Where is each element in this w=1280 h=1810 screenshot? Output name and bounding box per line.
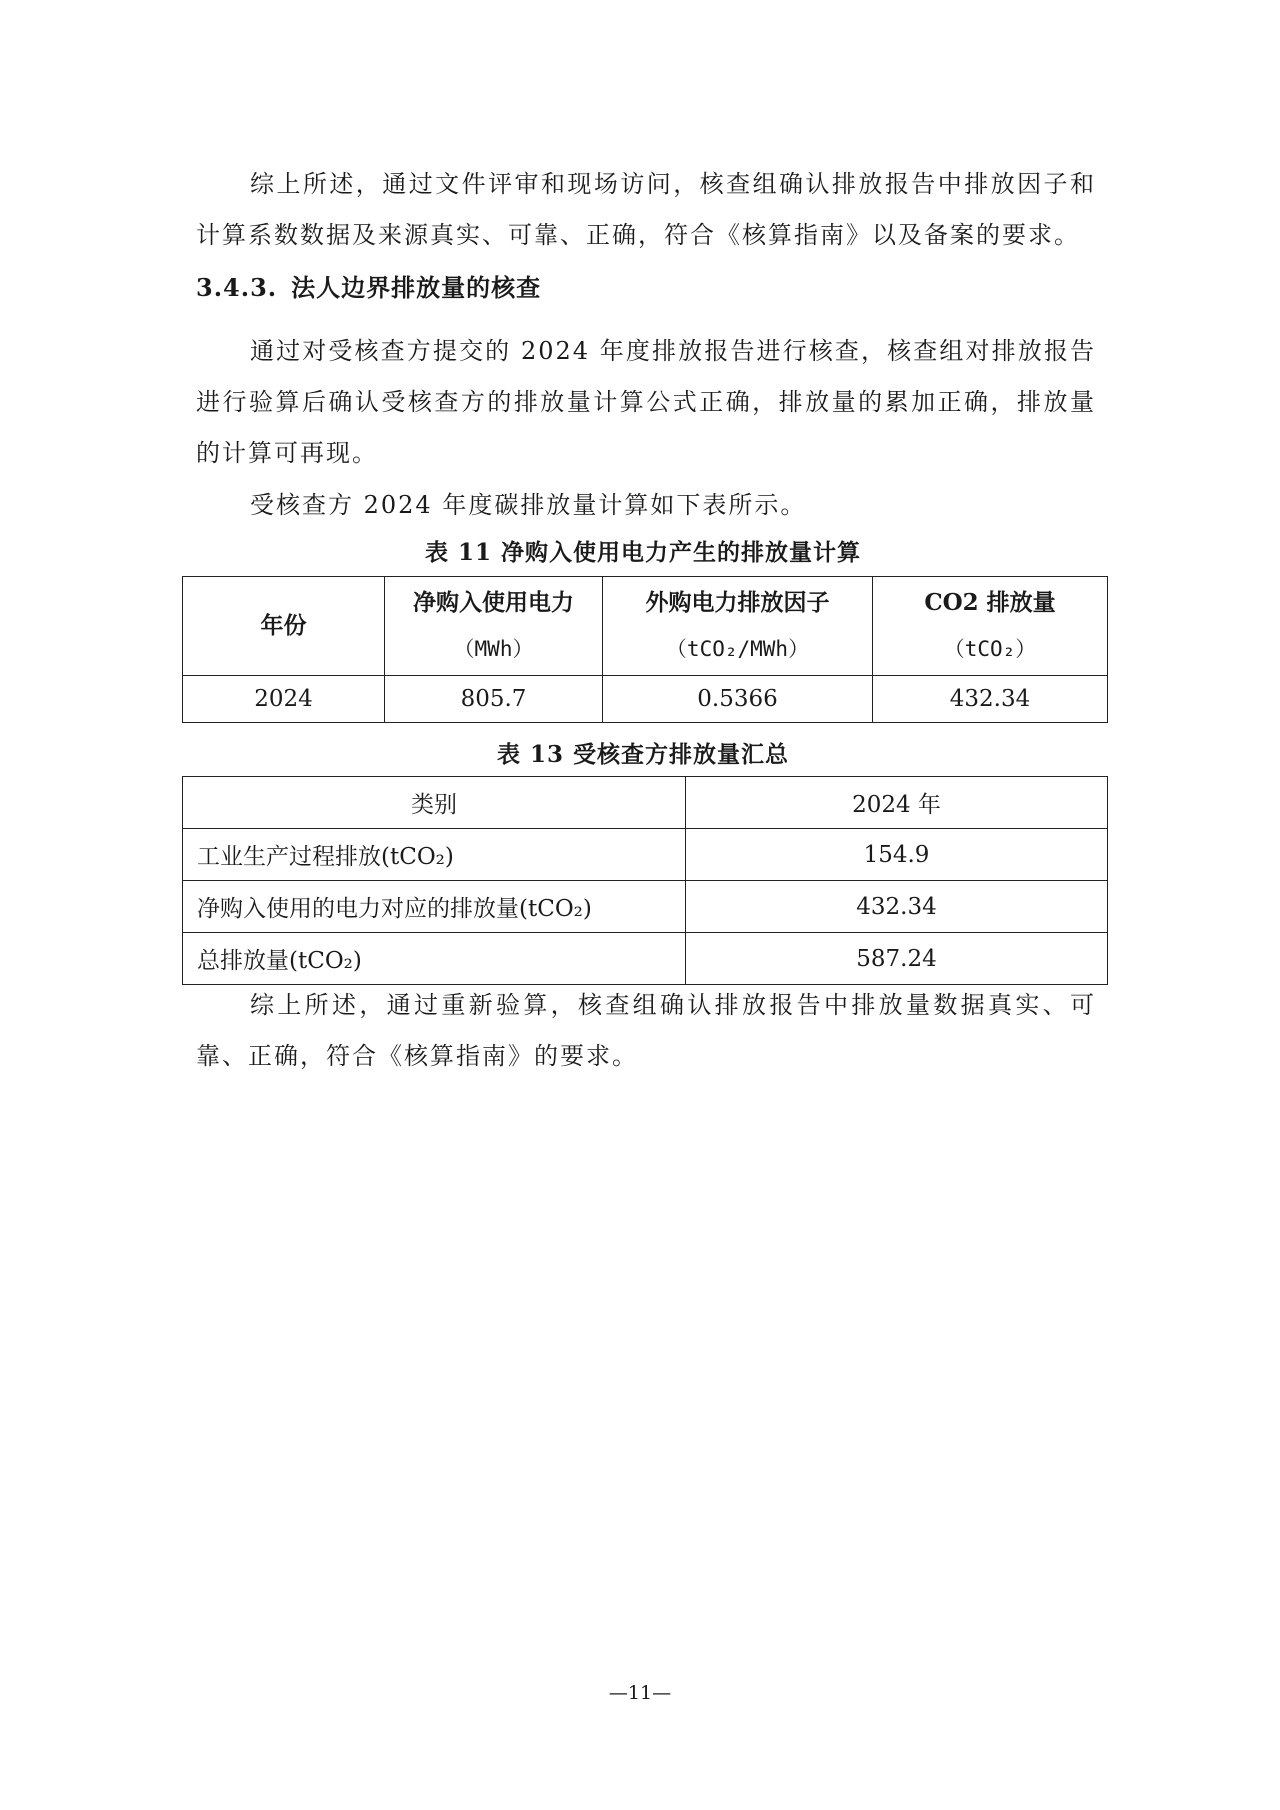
paragraph-verification: 通过对受核查方提交的 2024 年度排放报告进行核查，核查组对排放报告进行验算后确认受核查方的排放量计算公式正确，排放量的累加正确，排放量的计算可再现。: [196, 337, 1096, 467]
section-heading: [196, 268, 541, 303]
table-header-cell: 年份: [183, 577, 385, 676]
paragraph-summary-factors: 综上所述，通过文件评审和现场访问，核查组确认排放报告中排放因子和计算系数数据及来源真实、可靠、正确，符合《核算指南》以及备案的要求。: [196, 170, 1096, 249]
table-cell: 154.9: [686, 829, 1108, 881]
table13-caption: 表 13 受核查方排放量汇总: [496, 741, 790, 768]
table-header-cell: 类别: [183, 777, 686, 829]
table-electricity-emissions: [182, 576, 1108, 723]
section-number: 3.4.3.: [196, 273, 278, 302]
table-row: [183, 829, 1108, 881]
table-cell: 587.24: [686, 933, 1108, 985]
table-cell: 总排放量(tCO₂): [183, 933, 686, 985]
table-cell: 2024: [183, 676, 385, 723]
table-header-cell: 外购电力排放因子 （tCO₂/MWh）: [603, 577, 873, 676]
table-cell: 工业生产过程排放(tCO₂): [183, 829, 686, 881]
paragraph-table-intro: 受核查方 2024 年度碳排放量计算如下表所示。: [250, 491, 807, 519]
table-row: [183, 676, 1108, 723]
table-cell: 805.7: [385, 676, 603, 723]
table-header-cell: 净购入使用电力 （MWh）: [385, 577, 603, 676]
table-cell: 432.34: [686, 881, 1108, 933]
table-header-cell: CO2 排放量 （tCO₂）: [873, 577, 1108, 676]
table-header-row: [183, 777, 1108, 829]
table11-caption: 表 11 净购入使用电力产生的排放量计算: [424, 539, 862, 566]
table-header-cell: 2024 年: [686, 777, 1108, 829]
paragraph-conclusion: 综上所述，通过重新验算，核查组确认排放报告中排放量数据真实、可靠、正确，符合《核算指南》的要求。: [196, 991, 1096, 1070]
table-cell: 净购入使用的电力对应的排放量(tCO₂): [183, 881, 686, 933]
page-number: —11—: [608, 1682, 672, 1704]
table-row: [183, 933, 1108, 985]
table-emissions-summary: [182, 776, 1108, 985]
table-row: [183, 881, 1108, 933]
table-cell: 0.5366: [603, 676, 873, 723]
table-cell: 432.34: [873, 676, 1108, 723]
table-header-row: [183, 577, 1108, 676]
section-title: 法人边界排放量的核查: [291, 273, 542, 302]
